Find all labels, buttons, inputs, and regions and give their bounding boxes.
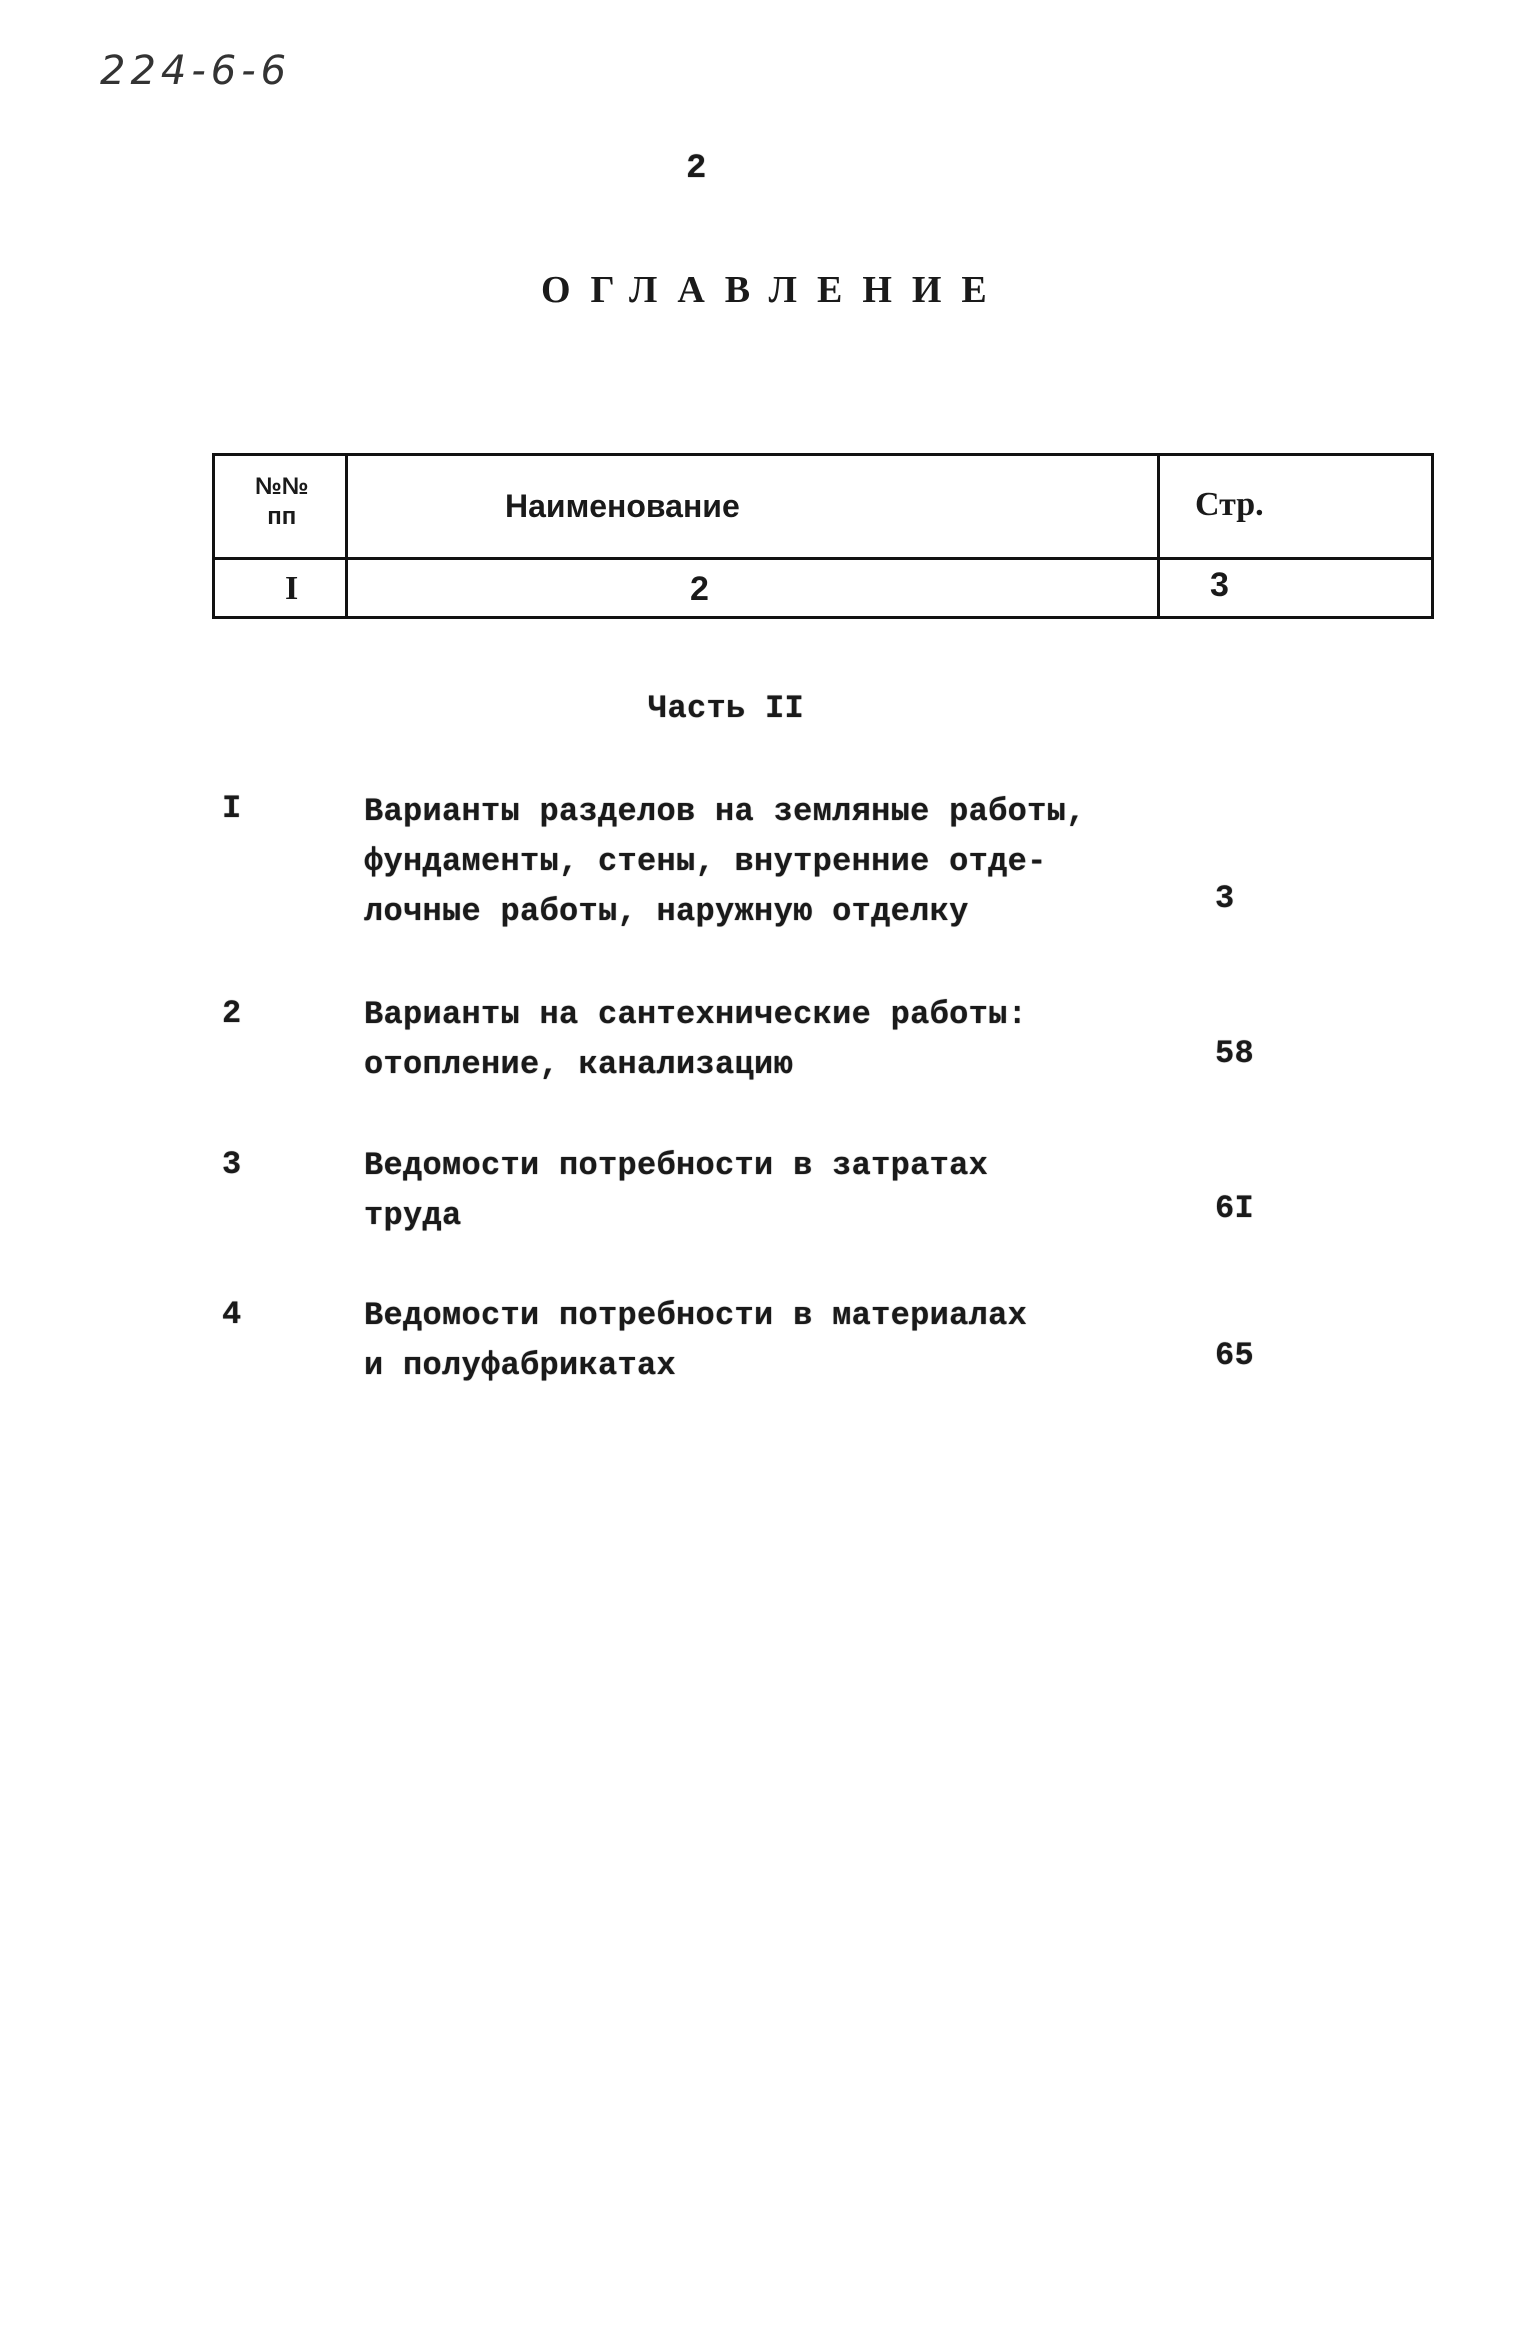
- entry-number: 2: [222, 995, 242, 1032]
- entry-title: Варианты разделов на земляные работы, фундаменты, стены, внутренние отде- лочные работы, наружную отделку: [364, 793, 1086, 930]
- contents-header-table: [212, 453, 1434, 619]
- entry-number: 4: [222, 1296, 242, 1333]
- header-page: Стр.: [1195, 486, 1264, 523]
- row-divider: [215, 557, 1431, 560]
- entry-page: 65: [1215, 1337, 1255, 1374]
- column-number-3: 3: [1210, 566, 1229, 604]
- column-number-2: 2: [690, 570, 709, 608]
- header-name: Наименование: [505, 488, 740, 524]
- entry-number: I: [222, 790, 242, 827]
- column-divider: [345, 456, 348, 616]
- handwritten-code: 224-6-6: [100, 48, 292, 94]
- page-title: ОГЛАВЛЕНИЕ: [541, 269, 1007, 311]
- entry-page: 3: [1215, 880, 1235, 917]
- part-heading: Часть II: [648, 690, 805, 727]
- column-divider: [1157, 456, 1160, 616]
- entry-page: 6I: [1215, 1190, 1255, 1227]
- header-number: №№ пп: [255, 473, 309, 530]
- entry-page: 58: [1215, 1035, 1255, 1072]
- column-number-1: I: [285, 570, 299, 607]
- entry-number: 3: [222, 1146, 242, 1183]
- page-number: 2: [686, 150, 707, 188]
- entry-title: Варианты на сантехнические работы: отопление, канализацию: [364, 996, 1028, 1083]
- entry-title: Ведомости потребности в затратах труда: [364, 1147, 989, 1234]
- entry-title: Ведомости потребности в материалах и полуфабрикатах: [364, 1297, 1028, 1384]
